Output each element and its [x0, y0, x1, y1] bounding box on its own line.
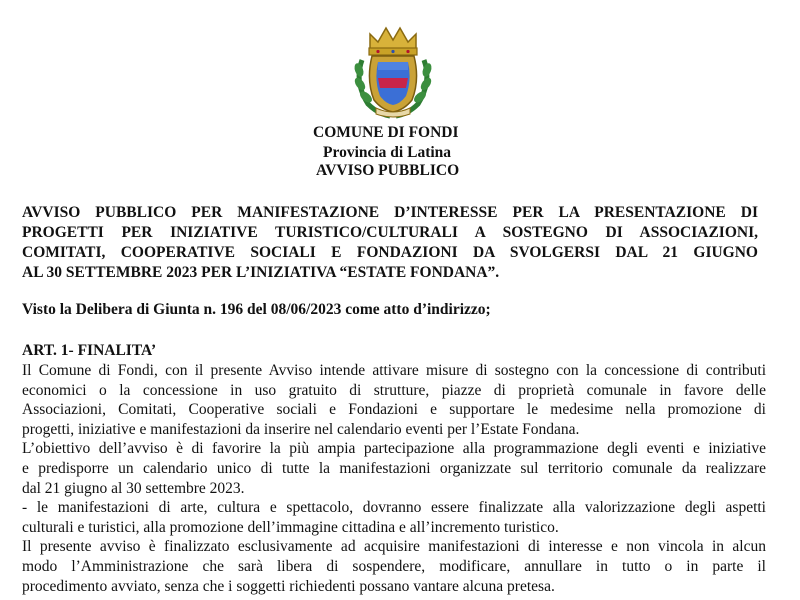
article-body-line: - le manifestazioni di arte, cultura e spettacolo, dovranno essere finalizzate alla valorizzazione degli aspetti [22, 499, 766, 517]
notice-label: AVVISO PUBBLICO [316, 162, 460, 179]
article-body-line: progetti, iniziative e manifestazioni da inserire nel calendario eventi per l’Estate Fondana. [22, 420, 580, 438]
article-body-line: dal 21 giugno al 30 settembre 2023. [22, 479, 245, 497]
article-body-line: e predisporre un calendario unico di tutte la manifestazioni organizzate sul territorio comunale da realizzare [22, 459, 766, 477]
resolution-reference: Visto la Delibera di Giunta n. 196 del 08/06/2023 come atto d’indirizzo; [22, 301, 491, 318]
notice-title-line: AL 30 SETTEMBRE 2023 PER L’INIZIATIVA “ESTATE FONDANA”. [22, 264, 500, 281]
province-name: Provincia di Latina [323, 144, 452, 161]
article-body-line: L’obiettivo dell’avviso è di favorire la più ampia partecipazione alla programmazione degli eventi e iniziative [22, 440, 766, 458]
article-body-line: Il presente avviso è finalizzato esclusivamente ad acquisire manifestazioni di interesse e non vincola in alcun [22, 538, 766, 556]
article-body-line: Il Comune di Fondi, con il presente Avviso intende attivare misure di sostegno con la concessione di contributi [22, 362, 766, 379]
notice-title-line: PROGETTI PER INIZIATIVE TURISTICO/CULTURALI A SOSTEGNO DI ASSOCIAZIONI, [22, 224, 758, 241]
article-body-line: culturali e turistici, alla promozione dell’immagine cittadina e all’incremento turistico. [22, 518, 559, 536]
article-body-line: Associazioni, Comitati, Cooperative sociali e Fondazioni e supportare le medesime nella promozione di [22, 401, 766, 419]
article-body-line: economici o la concessione in uso gratuito di strutture, piazze di proprietà comunale in favore delle [22, 381, 766, 399]
article-body-line: procedimento avviato, senza che i soggetti richiedenti possano vantare alcuna pretesa. [22, 577, 555, 595]
article-body [22, 361, 766, 596]
article-body-line: modo l’Amministrazione che sarà libera di sospendere, modificare, annullare in tutto o in parte il [22, 557, 766, 575]
notice-title [22, 203, 758, 283]
comune-di-fondi-coat-of-arms-icon [348, 20, 438, 120]
municipality-name: COMUNE DI FONDI [313, 124, 459, 141]
notice-title-line: COMITATI, COOPERATIVE SOCIALI E FONDAZIONI DA SVOLGERSI DAL 21 GIUGNO [22, 244, 758, 261]
notice-title-line: AVVISO PUBBLICO PER MANIFESTAZIONE D’INTERESSE PER LA PRESENTAZIONE DI [22, 204, 758, 221]
article-heading: ART. 1- FINALITA’ [22, 342, 157, 359]
